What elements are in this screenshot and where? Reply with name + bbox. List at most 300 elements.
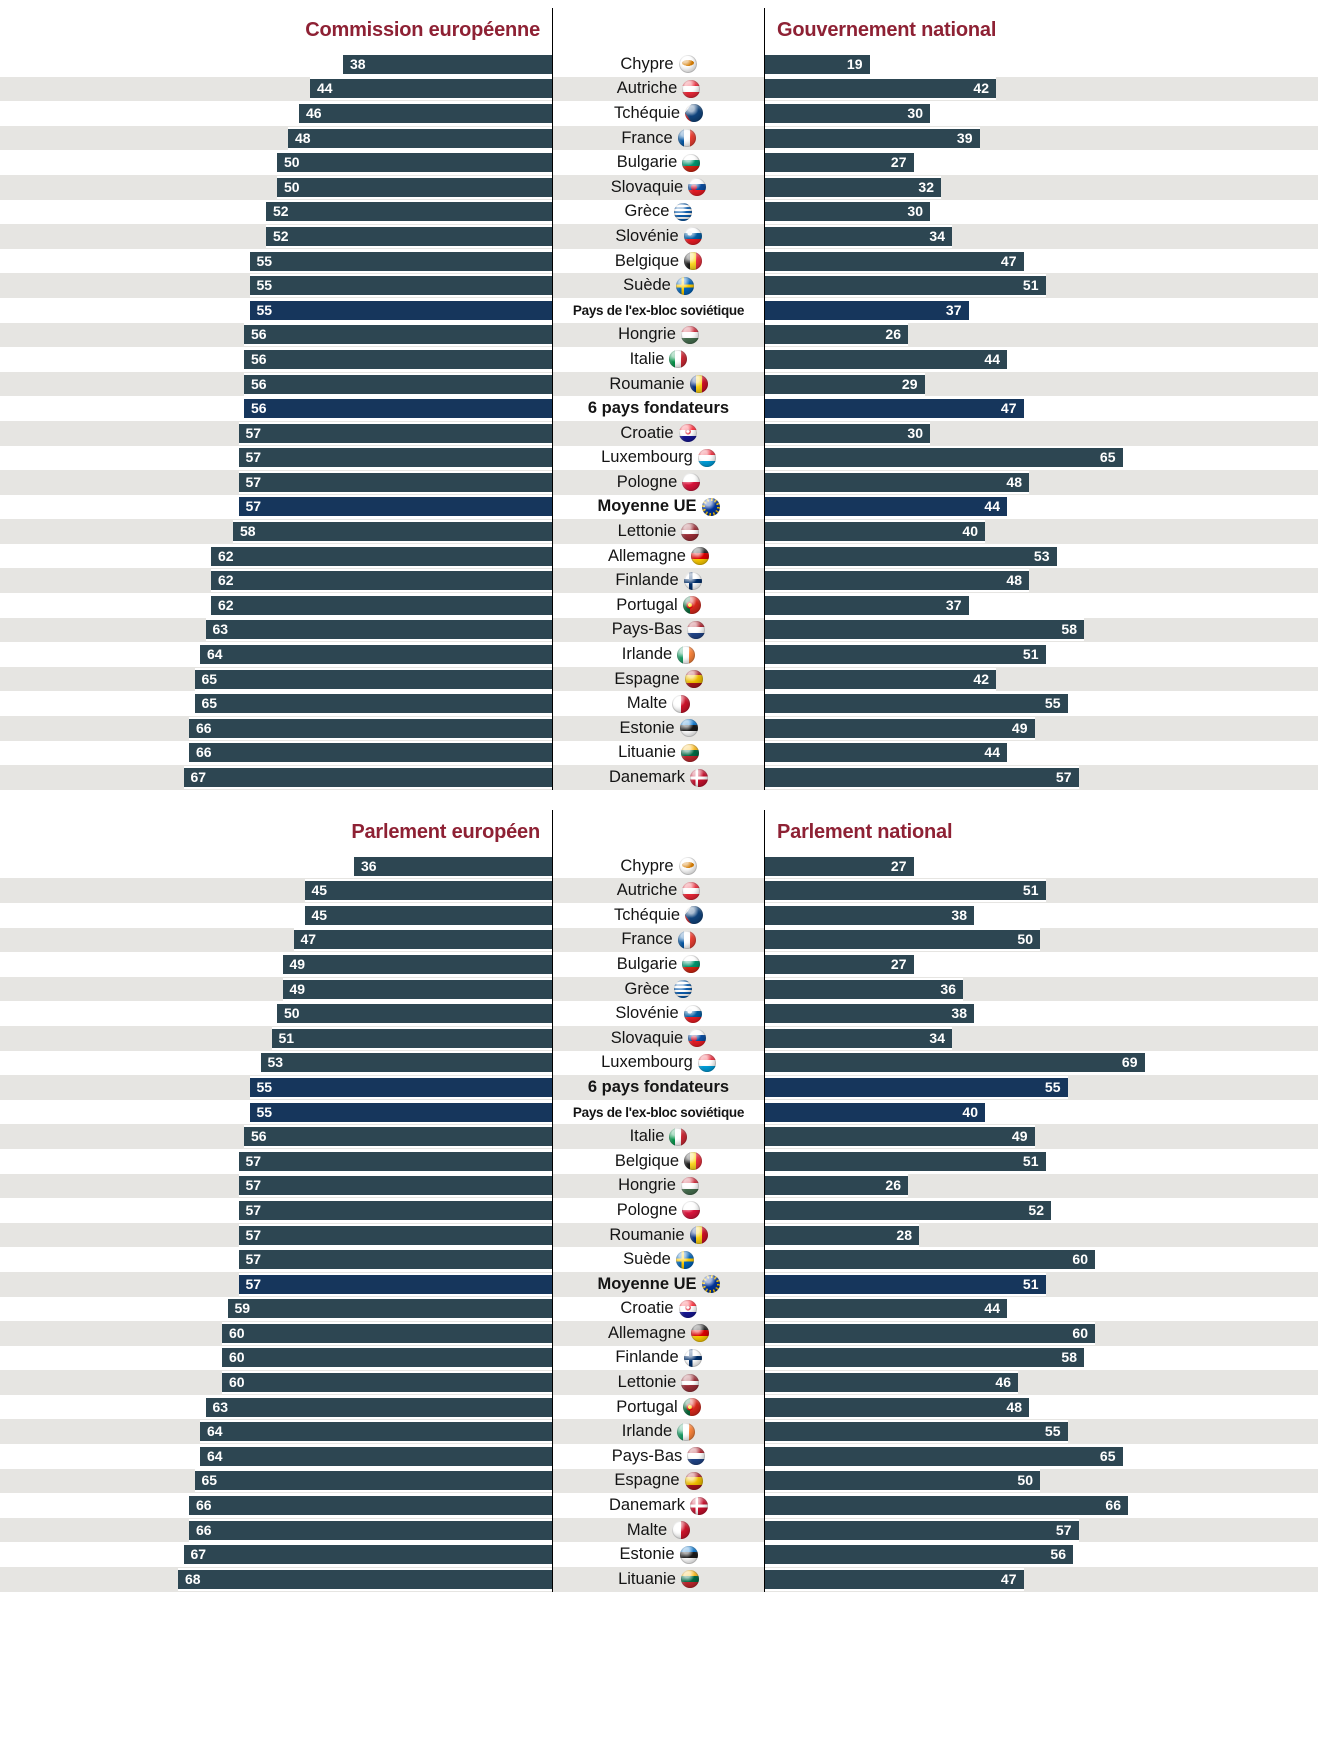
country-label: Portugal (616, 1397, 678, 1416)
country-cell (552, 928, 765, 953)
right-bar-cell (765, 1444, 1318, 1469)
country-cell (552, 175, 765, 200)
bar-right-value: 60 (1072, 1251, 1088, 1268)
country-cell (552, 952, 765, 977)
rows-container-bottom (0, 854, 1318, 1592)
table-row (0, 1100, 1318, 1125)
bar-right-value: 55 (1044, 1423, 1061, 1440)
flag-icon (684, 227, 702, 245)
flag-icon (677, 1423, 695, 1441)
bar-right-value: 46 (995, 1374, 1011, 1391)
bar-left-value: 57 (245, 424, 262, 441)
bar-left (206, 1396, 553, 1419)
country-label: Bulgarie (616, 153, 678, 172)
flag-icon (674, 980, 692, 998)
bar-right (765, 127, 980, 150)
left-bar-cell (0, 52, 552, 77)
bar-left (211, 594, 552, 617)
flag-icon (685, 104, 703, 122)
table-row (0, 1419, 1318, 1444)
flag-icon (681, 744, 699, 762)
country-cell (552, 224, 765, 249)
bar-right-value: 52 (1028, 1201, 1044, 1218)
table-row (0, 249, 1318, 274)
country-label: Grèce (624, 202, 670, 221)
bar-right-value: 65 (1099, 449, 1116, 466)
country-cell (552, 1346, 765, 1371)
left-bar-cell (0, 1001, 552, 1026)
country-cell (552, 101, 765, 126)
bar-left-value: 62 (218, 572, 234, 589)
country-label: Tchéquie (613, 103, 681, 122)
country-label: Bulgarie (616, 954, 678, 973)
bar-left (239, 1224, 553, 1247)
country-label: Slovaquie (610, 1028, 684, 1047)
bar-left-value: 60 (229, 1349, 245, 1366)
table-row (0, 273, 1318, 298)
table-row (0, 1124, 1318, 1149)
bar-right (765, 1396, 1029, 1419)
country-label: Malte (626, 1520, 668, 1539)
bar-left (250, 274, 553, 297)
left-bar-cell (0, 1026, 552, 1051)
flag-icon (674, 203, 692, 221)
right-bar-cell (765, 741, 1318, 766)
table-row (0, 421, 1318, 446)
country-label: Slovaquie (610, 177, 684, 196)
right-bar-cell (765, 1149, 1318, 1174)
table-row (0, 544, 1318, 569)
country-label: Italie (629, 349, 665, 368)
left-bar-cell (0, 593, 552, 618)
right-bar-cell (765, 1247, 1318, 1272)
flag-icon (678, 129, 696, 147)
bar-left (222, 1371, 552, 1394)
bar-right-value: 53 (1033, 547, 1050, 564)
right-bar-cell (765, 101, 1318, 126)
right-bar-cell (765, 224, 1318, 249)
left-bar-cell (0, 224, 552, 249)
bar-left-value: 52 (273, 227, 289, 244)
right-bar-cell (765, 1542, 1318, 1567)
bar-right-value: 58 (1061, 621, 1077, 638)
left-bar-cell (0, 372, 552, 397)
bar-left-value: 57 (245, 473, 262, 490)
country-cell (552, 667, 765, 692)
bar-right-value: 29 (901, 375, 918, 392)
right-bar-cell (765, 1001, 1318, 1026)
bar-right-value: 34 (929, 1029, 945, 1046)
country-cell (552, 1124, 765, 1149)
bar-left (195, 1469, 553, 1492)
bar-left-value: 53 (267, 1054, 284, 1071)
bar-left-value: 49 (289, 955, 306, 972)
bar-right (765, 200, 930, 223)
bar-right (765, 1519, 1079, 1542)
bar-left (189, 717, 552, 740)
left-bar-cell (0, 765, 552, 790)
bar-left (200, 643, 552, 666)
country-cell (552, 903, 765, 928)
table-row (0, 878, 1318, 903)
bar-left-value: 57 (245, 498, 262, 515)
flag-icon (691, 547, 709, 565)
bar-right-value: 26 (885, 1177, 901, 1194)
bar-right-value: 69 (1121, 1054, 1138, 1071)
bar-left (250, 1101, 553, 1124)
country-label: Irlande (621, 1422, 673, 1441)
table-row (0, 928, 1318, 953)
table-row (0, 519, 1318, 544)
table-row (0, 1542, 1318, 1567)
left-bar-cell (0, 854, 552, 879)
left-bar-cell (0, 1124, 552, 1149)
bar-left (283, 978, 553, 1001)
bar-left (189, 741, 552, 764)
left-bar-cell (0, 544, 552, 569)
left-bar-cell (0, 1297, 552, 1322)
bar-right (765, 692, 1068, 715)
bar-left (299, 102, 552, 125)
bar-left (222, 1346, 552, 1369)
country-cell (552, 1149, 765, 1174)
bar-right (765, 1002, 974, 1025)
bar-left (261, 1051, 553, 1074)
bar-left (184, 766, 553, 789)
bar-right (765, 299, 969, 322)
flag-icon (683, 1398, 701, 1416)
bar-right (765, 53, 870, 76)
bar-right-value: 55 (1044, 1078, 1061, 1095)
left-bar-cell (0, 77, 552, 102)
flag-icon (681, 1570, 699, 1588)
bar-left-value: 44 (317, 80, 333, 97)
bar-right (765, 1076, 1068, 1099)
table-row (0, 1297, 1318, 1322)
bar-right (765, 741, 1007, 764)
country-label: Pays de l'ex-bloc soviétique (572, 1104, 745, 1120)
bar-left-value: 68 (185, 1570, 201, 1587)
country-cell (552, 1518, 765, 1543)
country-label: Pays de l'ex-bloc soviétique (572, 302, 745, 318)
country-cell (552, 741, 765, 766)
flag-icon (690, 375, 708, 393)
bar-right (765, 274, 1046, 297)
bar-left (277, 176, 552, 199)
bar-left-value: 56 (251, 400, 267, 417)
right-bar-cell (765, 1026, 1318, 1051)
bar-left-value: 65 (201, 695, 218, 712)
country-label: Allemagne (608, 1323, 686, 1342)
bar-left (184, 1543, 553, 1566)
right-bar-cell (765, 175, 1318, 200)
panel-header (0, 8, 1318, 52)
left-bar-cell (0, 495, 552, 520)
right-bar-cell (765, 1395, 1318, 1420)
table-row (0, 1026, 1318, 1051)
bar-right (765, 978, 963, 1001)
bar-right (765, 151, 914, 174)
left-bar-cell (0, 1444, 552, 1469)
bar-left (189, 1519, 552, 1542)
bar-right-value: 49 (1011, 719, 1028, 736)
left-bar-cell (0, 101, 552, 126)
right-bar-cell (765, 1518, 1318, 1543)
left-chart-title: Parlement européen (351, 820, 540, 843)
left-bar-cell (0, 323, 552, 348)
bar-right-value: 58 (1061, 1349, 1077, 1366)
bar-right (765, 855, 914, 878)
country-cell (552, 1223, 765, 1248)
right-bar-cell (765, 126, 1318, 151)
right-bar-cell (765, 1223, 1318, 1248)
left-bar-cell (0, 878, 552, 903)
left-bar-cell (0, 298, 552, 323)
bar-left-value: 63 (212, 621, 229, 638)
table-row (0, 1247, 1318, 1272)
bar-left-value: 62 (218, 596, 234, 613)
country-cell (552, 347, 765, 372)
flag-icon (682, 1201, 700, 1219)
table-row (0, 1075, 1318, 1100)
country-cell (552, 1075, 765, 1100)
right-bar-cell (765, 716, 1318, 741)
bar-left-value: 65 (201, 1472, 218, 1489)
table-row (0, 52, 1318, 77)
bar-right (765, 471, 1029, 494)
country-cell (552, 150, 765, 175)
country-cell (552, 1419, 765, 1444)
bar-right-value: 51 (1022, 277, 1039, 294)
country-label: Finlande (615, 1348, 679, 1367)
country-label: Moyenne UE (597, 1274, 697, 1293)
flag-icon (684, 1152, 702, 1170)
country-label: Pays-Bas (611, 1446, 683, 1465)
bar-left-value: 66 (196, 1497, 212, 1514)
bar-left-value: 50 (284, 154, 300, 171)
left-bar-cell (0, 519, 552, 544)
country-cell (552, 642, 765, 667)
country-cell (552, 396, 765, 421)
bar-right (765, 1322, 1095, 1345)
flag-icon (681, 1374, 699, 1392)
flag-icon (678, 931, 696, 949)
left-bar-cell (0, 470, 552, 495)
bar-right-value: 27 (890, 857, 907, 874)
country-label: Suède (623, 276, 671, 295)
left-bar-cell (0, 446, 552, 471)
country-label: Slovénie (615, 226, 679, 245)
country-label: Lettonie (617, 1373, 677, 1392)
bar-left (343, 53, 552, 76)
bar-left-value: 58 (240, 523, 256, 540)
bar-left (239, 1248, 553, 1271)
table-row (0, 1051, 1318, 1076)
bar-left (250, 299, 553, 322)
table-row (0, 1001, 1318, 1026)
country-cell (552, 1567, 765, 1592)
table-row (0, 77, 1318, 102)
country-cell (552, 691, 765, 716)
left-bar-cell (0, 741, 552, 766)
bar-left-value: 55 (256, 1078, 273, 1095)
bar-left (233, 520, 552, 543)
table-row (0, 1149, 1318, 1174)
bar-left-value: 66 (196, 1521, 212, 1538)
bar-right-value: 51 (1022, 646, 1039, 663)
bar-left (244, 348, 552, 371)
flag-icon (684, 1005, 702, 1023)
flag-icon (679, 55, 697, 73)
left-bar-cell (0, 1149, 552, 1174)
bar-right-value: 36 (940, 980, 956, 997)
bar-left-value: 57 (245, 449, 262, 466)
country-cell (552, 249, 765, 274)
right-bar-cell (765, 642, 1318, 667)
flag-icon (680, 719, 698, 737)
country-label: Croatie (620, 423, 674, 442)
right-bar-cell (765, 200, 1318, 225)
bar-left (277, 151, 552, 174)
bar-right-value: 39 (956, 129, 973, 146)
table-row (0, 691, 1318, 716)
bar-right-value: 57 (1055, 1521, 1072, 1538)
flag-icon (687, 1447, 705, 1465)
bar-left-value: 64 (207, 1447, 223, 1464)
flag-icon (682, 154, 700, 172)
right-bar-cell (765, 77, 1318, 102)
country-cell (552, 878, 765, 903)
right-bar-cell (765, 347, 1318, 372)
bar-right (765, 594, 969, 617)
bar-left-value: 67 (190, 1546, 207, 1563)
right-bar-cell (765, 421, 1318, 446)
table-row (0, 741, 1318, 766)
table-row (0, 224, 1318, 249)
bar-left-value: 64 (207, 646, 223, 663)
bar-right-value: 50 (1017, 1472, 1033, 1489)
bar-right (765, 373, 925, 396)
bar-right (765, 1248, 1095, 1271)
flag-icon (698, 1054, 716, 1072)
table-row (0, 470, 1318, 495)
table-row (0, 396, 1318, 421)
bar-left-value: 67 (190, 769, 207, 786)
bar-right-value: 65 (1099, 1447, 1116, 1464)
bar-left-value: 57 (245, 1201, 262, 1218)
bar-right-value: 26 (885, 326, 901, 343)
country-label: 6 pays fondateurs (587, 399, 730, 418)
left-bar-cell (0, 347, 552, 372)
country-label: Espagne (614, 669, 680, 688)
left-bar-cell (0, 568, 552, 593)
bar-left-value: 46 (306, 104, 322, 121)
country-cell (552, 765, 765, 790)
table-row (0, 1272, 1318, 1297)
country-cell (552, 568, 765, 593)
table-row (0, 175, 1318, 200)
country-cell (552, 1026, 765, 1051)
table-row (0, 446, 1318, 471)
country-label: Pologne (616, 1200, 678, 1219)
bar-right (765, 1346, 1084, 1369)
left-bar-cell (0, 691, 552, 716)
table-row (0, 642, 1318, 667)
right-bar-cell (765, 1297, 1318, 1322)
bar-right-value: 47 (1000, 1570, 1017, 1587)
bar-right (765, 953, 914, 976)
left-bar-cell (0, 1051, 552, 1076)
bar-right-value: 30 (907, 424, 923, 441)
table-row (0, 1174, 1318, 1199)
right-bar-cell (765, 593, 1318, 618)
bar-left (200, 1445, 552, 1468)
bar-right-value: 44 (984, 1300, 1000, 1317)
country-cell (552, 446, 765, 471)
bar-left (283, 953, 553, 976)
table-row (0, 1518, 1318, 1543)
country-label: Estonie (619, 1545, 675, 1564)
country-cell (552, 1395, 765, 1420)
left-bar-cell (0, 1321, 552, 1346)
left-bar-cell (0, 421, 552, 446)
left-bar-cell (0, 249, 552, 274)
bar-right-value: 57 (1055, 769, 1072, 786)
country-cell (552, 1321, 765, 1346)
country-cell (552, 1051, 765, 1076)
bar-right (765, 397, 1024, 420)
bar-left (354, 855, 552, 878)
bar-right (765, 348, 1007, 371)
country-cell (552, 273, 765, 298)
left-bar-cell (0, 1419, 552, 1444)
table-row (0, 495, 1318, 520)
table-row (0, 568, 1318, 593)
right-bar-cell (765, 952, 1318, 977)
bar-left (211, 569, 552, 592)
bar-right (765, 668, 996, 691)
bar-left-value: 47 (300, 931, 317, 948)
table-row (0, 667, 1318, 692)
bar-left-value: 51 (278, 1029, 295, 1046)
bar-left (305, 879, 553, 902)
bar-left (200, 1420, 552, 1443)
bar-right (765, 225, 952, 248)
bar-left-value: 48 (295, 129, 311, 146)
bar-left-value: 64 (207, 1423, 223, 1440)
bar-left-value: 50 (284, 1005, 300, 1022)
bar-right (765, 1273, 1046, 1296)
right-bar-cell (765, 1124, 1318, 1149)
right-bar-cell (765, 298, 1318, 323)
flag-icon (690, 1226, 708, 1244)
bar-right-value: 27 (890, 154, 907, 171)
bar-right (765, 1469, 1040, 1492)
right-bar-cell (765, 495, 1318, 520)
country-cell (552, 618, 765, 643)
bar-right (765, 618, 1084, 641)
table-row (0, 298, 1318, 323)
bar-left (222, 1322, 552, 1345)
right-bar-cell (765, 1272, 1318, 1297)
flag-icon (677, 646, 695, 664)
bar-right (765, 1051, 1145, 1074)
left-chart-title: Commission européenne (305, 19, 540, 41)
bar-left-value: 56 (251, 375, 267, 392)
country-label: Lettonie (617, 522, 677, 541)
bar-right-value: 49 (1011, 1128, 1028, 1145)
country-label: France (621, 128, 673, 147)
